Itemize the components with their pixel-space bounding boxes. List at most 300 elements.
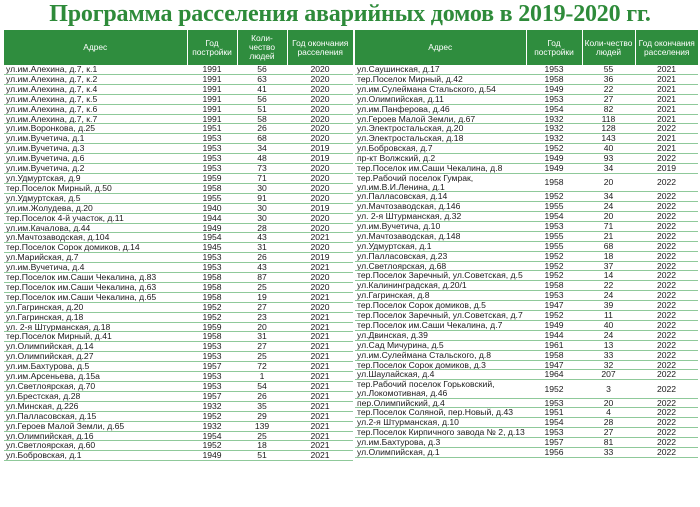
address-cell: тер.Поселок Мирный, д.42 [355,74,526,84]
right-table [355,30,698,458]
people-cell: 18 [582,251,635,261]
year-end-cell: 2020 [287,173,353,183]
address-cell: ул.им.Алехина, д.7, к.2 [4,74,187,84]
table-row [4,322,353,332]
address-cell: ул.Героев Малой Земли, д.65 [4,421,187,431]
table-row [355,144,698,154]
year-built-cell: 1953 [526,221,582,231]
address-cell: ул.им.Арсеньева, д.15а [4,372,187,382]
year-built-cell: 1958 [187,292,237,302]
address-cell: ул.2-я Штурманская, д.10 [355,418,526,428]
year-end-cell: 2020 [287,94,353,104]
address-cell: ул.им.Сулеймана Стальского, д.8 [355,350,526,360]
table-row [4,134,353,144]
year-built-cell: 1932 [526,124,582,134]
table-row [4,233,353,243]
year-built-cell: 1964 [526,370,582,380]
people-cell: 26 [237,253,287,263]
year-built-cell: 1932 [187,421,237,431]
table-row [355,124,698,134]
header-address: Адрес [4,30,187,65]
year-end-cell: 2022 [635,370,698,380]
year-end-cell: 2020 [287,164,353,174]
table-row [355,271,698,281]
year-end-cell: 2022 [635,301,698,311]
address-cell: ул.Саушинская, д.17 [355,65,526,74]
people-cell: 43 [237,263,287,273]
header-year-built: Год постройки [187,30,237,65]
year-built-cell: 1952 [526,311,582,321]
table-row [355,418,698,428]
people-cell: 33 [582,350,635,360]
address-cell: ул.им.Алехина, д.7, к.5 [4,94,187,104]
header-address: Адрес [355,30,526,65]
table-row [4,263,353,273]
table-row [4,292,353,302]
table-row [355,65,698,74]
table-row [4,342,353,352]
address-cell: ул. 2-я Штурманская, д.32 [355,211,526,221]
year-built-cell: 1952 [526,192,582,202]
year-end-cell: 2019 [287,253,353,263]
table-row [4,173,353,183]
year-built-cell: 1959 [187,173,237,183]
table-row [4,332,353,342]
address-cell: ул.им.Вучетича, д.6 [4,154,187,164]
year-end-cell: 2022 [635,428,698,438]
year-end-cell: 2020 [287,65,353,74]
year-built-cell: 1953 [526,398,582,408]
table-row [355,84,698,94]
year-built-cell: 1952 [526,144,582,154]
table-row [355,154,698,164]
address-cell: ул.Брестская, д.28 [4,391,187,401]
people-cell: 27 [237,342,287,352]
people-cell: 40 [582,320,635,330]
address-cell: ул.Гагринская, д.20 [4,302,187,312]
address-cell: ул.Мачтозаводская, д.148 [355,231,526,241]
address-cell: ул.Бобровская, д.1 [4,451,187,461]
table-row [4,193,353,203]
year-built-cell: 1958 [526,350,582,360]
year-built-cell: 1991 [187,94,237,104]
address-cell: тер.Поселок Соляной, пер.Новый, д.43 [355,408,526,418]
year-end-cell: 2022 [635,438,698,448]
people-cell: 25 [237,282,287,292]
year-end-cell: 2022 [635,192,698,202]
year-built-cell: 1949 [187,451,237,461]
people-cell: 25 [237,431,287,441]
people-cell: 40 [582,144,635,154]
people-cell: 21 [582,231,635,241]
people-cell: 30 [237,203,287,213]
people-cell: 128 [582,124,635,134]
table-row [4,253,353,263]
address-cell: ул.им.Бахтурова, д.3 [355,438,526,448]
table-row [355,301,698,311]
people-cell: 35 [237,401,287,411]
year-end-cell: 2021 [635,74,698,84]
address-cell: ул.Светлоярская, д.70 [4,382,187,392]
year-built-cell: 1961 [526,340,582,350]
table-row [355,164,698,174]
address-cell: ул.Удмуртская, д.9 [4,173,187,183]
people-cell: 51 [237,451,287,461]
year-end-cell: 2019 [287,144,353,154]
table-row [4,302,353,312]
address-cell: тер.Поселок Сорок домиков, д.14 [4,243,187,253]
year-end-cell: 2022 [635,380,698,398]
people-cell: 34 [582,192,635,202]
address-cell: пер.Олимпийский, д.4 [355,398,526,408]
address-cell: тер.Поселок им.Саши Чекалина, д.8 [355,164,526,174]
right-header-row [355,30,698,65]
year-built-cell: 1944 [526,330,582,340]
table-row [355,261,698,271]
table-row [355,211,698,221]
people-cell: 4 [582,408,635,418]
people-cell: 28 [582,418,635,428]
people-cell: 24 [582,330,635,340]
year-built-cell: 1953 [187,134,237,144]
table-row [4,401,353,411]
year-end-cell: 2021 [287,362,353,372]
address-cell: ул.им.Алехина, д.7, к.6 [4,104,187,114]
people-cell: 51 [237,104,287,114]
address-cell: ул.им.Панферова, д.46 [355,104,526,114]
people-cell: 43 [237,233,287,243]
year-end-cell: 2022 [635,408,698,418]
address-cell: ул.Электростальская, д.20 [355,124,526,134]
year-end-cell: 2021 [287,263,353,273]
table-row [355,330,698,340]
people-cell: 26 [237,391,287,401]
year-built-cell: 1953 [187,372,237,382]
table-row [4,154,353,164]
table-row [4,84,353,94]
address-cell: ул.им.Жолудева, д.20 [4,203,187,213]
table-row [355,380,698,398]
year-end-cell: 2022 [635,448,698,458]
table-row [355,311,698,321]
year-end-cell: 2021 [287,233,353,243]
year-built-cell: 1954 [526,418,582,428]
year-built-cell: 1954 [526,211,582,221]
address-cell: ул.им.Алехина, д.7, к.7 [4,114,187,124]
left-table [4,30,353,461]
year-end-cell: 2020 [287,183,353,193]
table-row [355,202,698,212]
year-end-cell: 2021 [287,342,353,352]
year-end-cell: 2021 [635,114,698,124]
year-end-cell: 2021 [635,65,698,74]
table-row [4,282,353,292]
table-row [4,362,353,372]
year-built-cell: 1955 [526,231,582,241]
address-cell: ул.Олимпийская, д.14 [4,342,187,352]
year-built-cell: 1940 [187,203,237,213]
address-cell: тер.Поселок Сорок домиков, д.3 [355,360,526,370]
table-row [4,391,353,401]
table-row [355,192,698,202]
people-cell: 37 [582,261,635,271]
table-row [4,243,353,253]
address-cell: ул.Светлоярская, д.68 [355,261,526,271]
header-year-end: Год окончания расселения [287,30,353,65]
address-cell: ул.им.Вучетича, д.4 [4,263,187,273]
year-built-cell: 1953 [187,253,237,263]
year-end-cell: 2022 [635,124,698,134]
year-built-cell: 1958 [187,282,237,292]
table-row [355,94,698,104]
year-end-cell: 2022 [635,320,698,330]
people-cell: 20 [237,322,287,332]
year-built-cell: 1959 [187,322,237,332]
table-row [355,281,698,291]
table-row [355,408,698,418]
address-cell: тер.Поселок им.Саши Чекалина, д.65 [4,292,187,302]
year-end-cell: 2021 [287,451,353,461]
people-cell: 26 [237,124,287,134]
year-built-cell: 1953 [187,352,237,362]
year-built-cell: 1949 [526,164,582,174]
year-built-cell: 1952 [526,261,582,271]
people-cell: 27 [582,94,635,104]
year-end-cell: 2020 [287,213,353,223]
year-built-cell: 1954 [526,104,582,114]
table-row [4,94,353,104]
table-row [4,144,353,154]
people-cell: 29 [237,411,287,421]
year-end-cell: 2022 [635,418,698,428]
people-cell: 11 [582,311,635,321]
address-cell: ул.им.Бахтурова, д.5 [4,362,187,372]
address-cell: тер.Рабочий поселок Гумрак, ул.им.В.И.Ленина, д.1 [355,173,526,191]
address-cell: тер.Поселок им.Саши Чекалина, д.83 [4,273,187,283]
year-built-cell: 1954 [187,233,237,243]
year-built-cell: 1955 [187,193,237,203]
people-cell: 30 [237,183,287,193]
year-end-cell: 2022 [635,221,698,231]
table-row [4,382,353,392]
people-cell: 27 [582,428,635,438]
table-row [355,241,698,251]
year-end-cell: 2022 [635,330,698,340]
year-built-cell: 1952 [526,251,582,261]
table-row [355,104,698,114]
year-built-cell: 1932 [526,134,582,144]
year-built-cell: 1955 [526,241,582,251]
table-row [4,164,353,174]
people-cell: 71 [237,173,287,183]
year-end-cell: 2022 [635,311,698,321]
right-table-body [355,65,698,458]
year-built-cell: 1952 [526,380,582,398]
year-built-cell: 1958 [526,74,582,84]
people-cell: 14 [582,271,635,281]
left-table-body [4,65,353,461]
table-row [4,273,353,283]
table-row [4,352,353,362]
address-cell: ул.им.Алехина, д.7, к.4 [4,84,187,94]
year-built-cell: 1949 [526,84,582,94]
address-cell: тер.Поселок 4-й участок, д.11 [4,213,187,223]
year-built-cell: 1953 [187,164,237,174]
table-row [355,398,698,408]
year-built-cell: 1952 [187,411,237,421]
table-row [4,441,353,451]
year-end-cell: 2021 [635,144,698,154]
year-built-cell: 1952 [526,271,582,281]
year-built-cell: 1958 [526,173,582,191]
address-cell: тер.Поселок им.Саши Чекалина, д.7 [355,320,526,330]
table-row [355,134,698,144]
year-end-cell: 2021 [635,94,698,104]
address-cell: ул. 2-я Штурманская, д.18 [4,322,187,332]
people-cell: 87 [237,273,287,283]
people-cell: 41 [237,84,287,94]
table-row [4,213,353,223]
year-end-cell: 2022 [635,173,698,191]
header-people: Коли-чество людей [582,30,635,65]
year-end-cell: 2022 [635,291,698,301]
table-row [355,114,698,124]
year-end-cell: 2020 [287,282,353,292]
year-built-cell: 1958 [187,183,237,193]
year-built-cell: 1953 [187,263,237,273]
address-cell: ул.Героев Малой Земли, д.67 [355,114,526,124]
people-cell: 207 [582,370,635,380]
year-end-cell: 2022 [635,340,698,350]
address-cell: ул.Олимпийская, д.27 [4,352,187,362]
year-end-cell: 2022 [635,350,698,360]
year-end-cell: 2021 [287,372,353,382]
year-end-cell: 2021 [635,104,698,114]
table-row [4,312,353,322]
year-end-cell: 2022 [635,211,698,221]
table-row [4,372,353,382]
year-built-cell: 1947 [526,301,582,311]
address-cell: ул.Мачтозаводская, д.146 [355,202,526,212]
year-built-cell: 1952 [187,302,237,312]
address-cell: ул.им.Воронкова, д.25 [4,124,187,134]
year-end-cell: 2021 [287,312,353,322]
year-end-cell: 2022 [635,154,698,164]
table-row [355,74,698,84]
year-built-cell: 1944 [187,213,237,223]
people-cell: 20 [582,173,635,191]
table-row [355,448,698,458]
table-row [355,291,698,301]
address-cell: ул.им.Алехина, д.7, к.1 [4,65,187,74]
people-cell: 81 [582,438,635,448]
address-cell: ул.Калининградская, д.20/1 [355,281,526,291]
people-cell: 31 [237,243,287,253]
year-built-cell: 1949 [187,223,237,233]
year-end-cell: 2022 [635,231,698,241]
people-cell: 34 [582,164,635,174]
people-cell: 68 [582,241,635,251]
address-cell: ул.Олимпийская, д.1 [355,448,526,458]
table-row [4,74,353,84]
year-end-cell: 2021 [287,441,353,451]
address-cell: тер.Поселок им.Саши Чекалина, д.63 [4,282,187,292]
address-cell: ул.Палласовская, д.14 [355,192,526,202]
people-cell: 34 [237,144,287,154]
year-built-cell: 1991 [187,104,237,114]
year-built-cell: 1958 [526,281,582,291]
year-built-cell: 1947 [526,360,582,370]
year-built-cell: 1951 [187,124,237,134]
address-cell: ул.Светлоярская, д.60 [4,441,187,451]
year-end-cell: 2019 [287,203,353,213]
people-cell: 32 [582,360,635,370]
table-row [4,65,353,74]
table-row [4,223,353,233]
table-row [4,203,353,213]
year-end-cell: 2022 [635,398,698,408]
year-end-cell: 2021 [287,382,353,392]
year-end-cell: 2021 [635,134,698,144]
address-cell: ул.Марийская, д.7 [4,253,187,263]
year-end-cell: 2019 [287,154,353,164]
year-built-cell: 1953 [187,154,237,164]
year-built-cell: 1953 [526,428,582,438]
address-cell: ул.Шаулайская, д.4 [355,370,526,380]
table-row [355,340,698,350]
people-cell: 82 [582,104,635,114]
year-end-cell: 2021 [287,292,353,302]
year-built-cell: 1953 [526,291,582,301]
people-cell: 22 [582,281,635,291]
address-cell: ул.им.Вучетича, д.2 [4,164,187,174]
year-end-cell: 2020 [287,104,353,114]
year-end-cell: 2020 [287,84,353,94]
table-row [4,114,353,124]
people-cell: 91 [237,193,287,203]
address-cell: ул.Гагринская, д.8 [355,291,526,301]
people-cell: 22 [582,84,635,94]
table-row [355,370,698,380]
year-built-cell: 1954 [187,431,237,441]
people-cell: 56 [237,65,287,74]
year-end-cell: 2020 [287,124,353,134]
table-row [4,431,353,441]
year-built-cell: 1952 [187,312,237,322]
year-built-cell: 1932 [187,401,237,411]
year-built-cell: 1955 [526,202,582,212]
year-end-cell: 2019 [635,164,698,174]
address-cell: ул.Олимпийская, д.16 [4,431,187,441]
address-cell: тер.Поселок Мирный, д.50 [4,183,187,193]
address-cell: ул.Удмуртская, д.1 [355,241,526,251]
people-cell: 1 [237,372,287,382]
address-cell: тер.Поселок Заречный, ул.Советская, д.7 [355,311,526,321]
year-built-cell: 1957 [187,362,237,372]
year-end-cell: 2022 [635,202,698,212]
people-cell: 25 [237,352,287,362]
table-row [355,231,698,241]
people-cell: 143 [582,134,635,144]
people-cell: 68 [237,134,287,144]
people-cell: 56 [237,94,287,104]
year-end-cell: 2021 [287,431,353,441]
year-end-cell: 2020 [287,74,353,84]
address-cell: тер.Поселок Заречный, ул.Советская, д.5 [355,271,526,281]
year-built-cell: 1952 [187,441,237,451]
people-cell: 58 [237,114,287,124]
year-built-cell: 1953 [187,342,237,352]
